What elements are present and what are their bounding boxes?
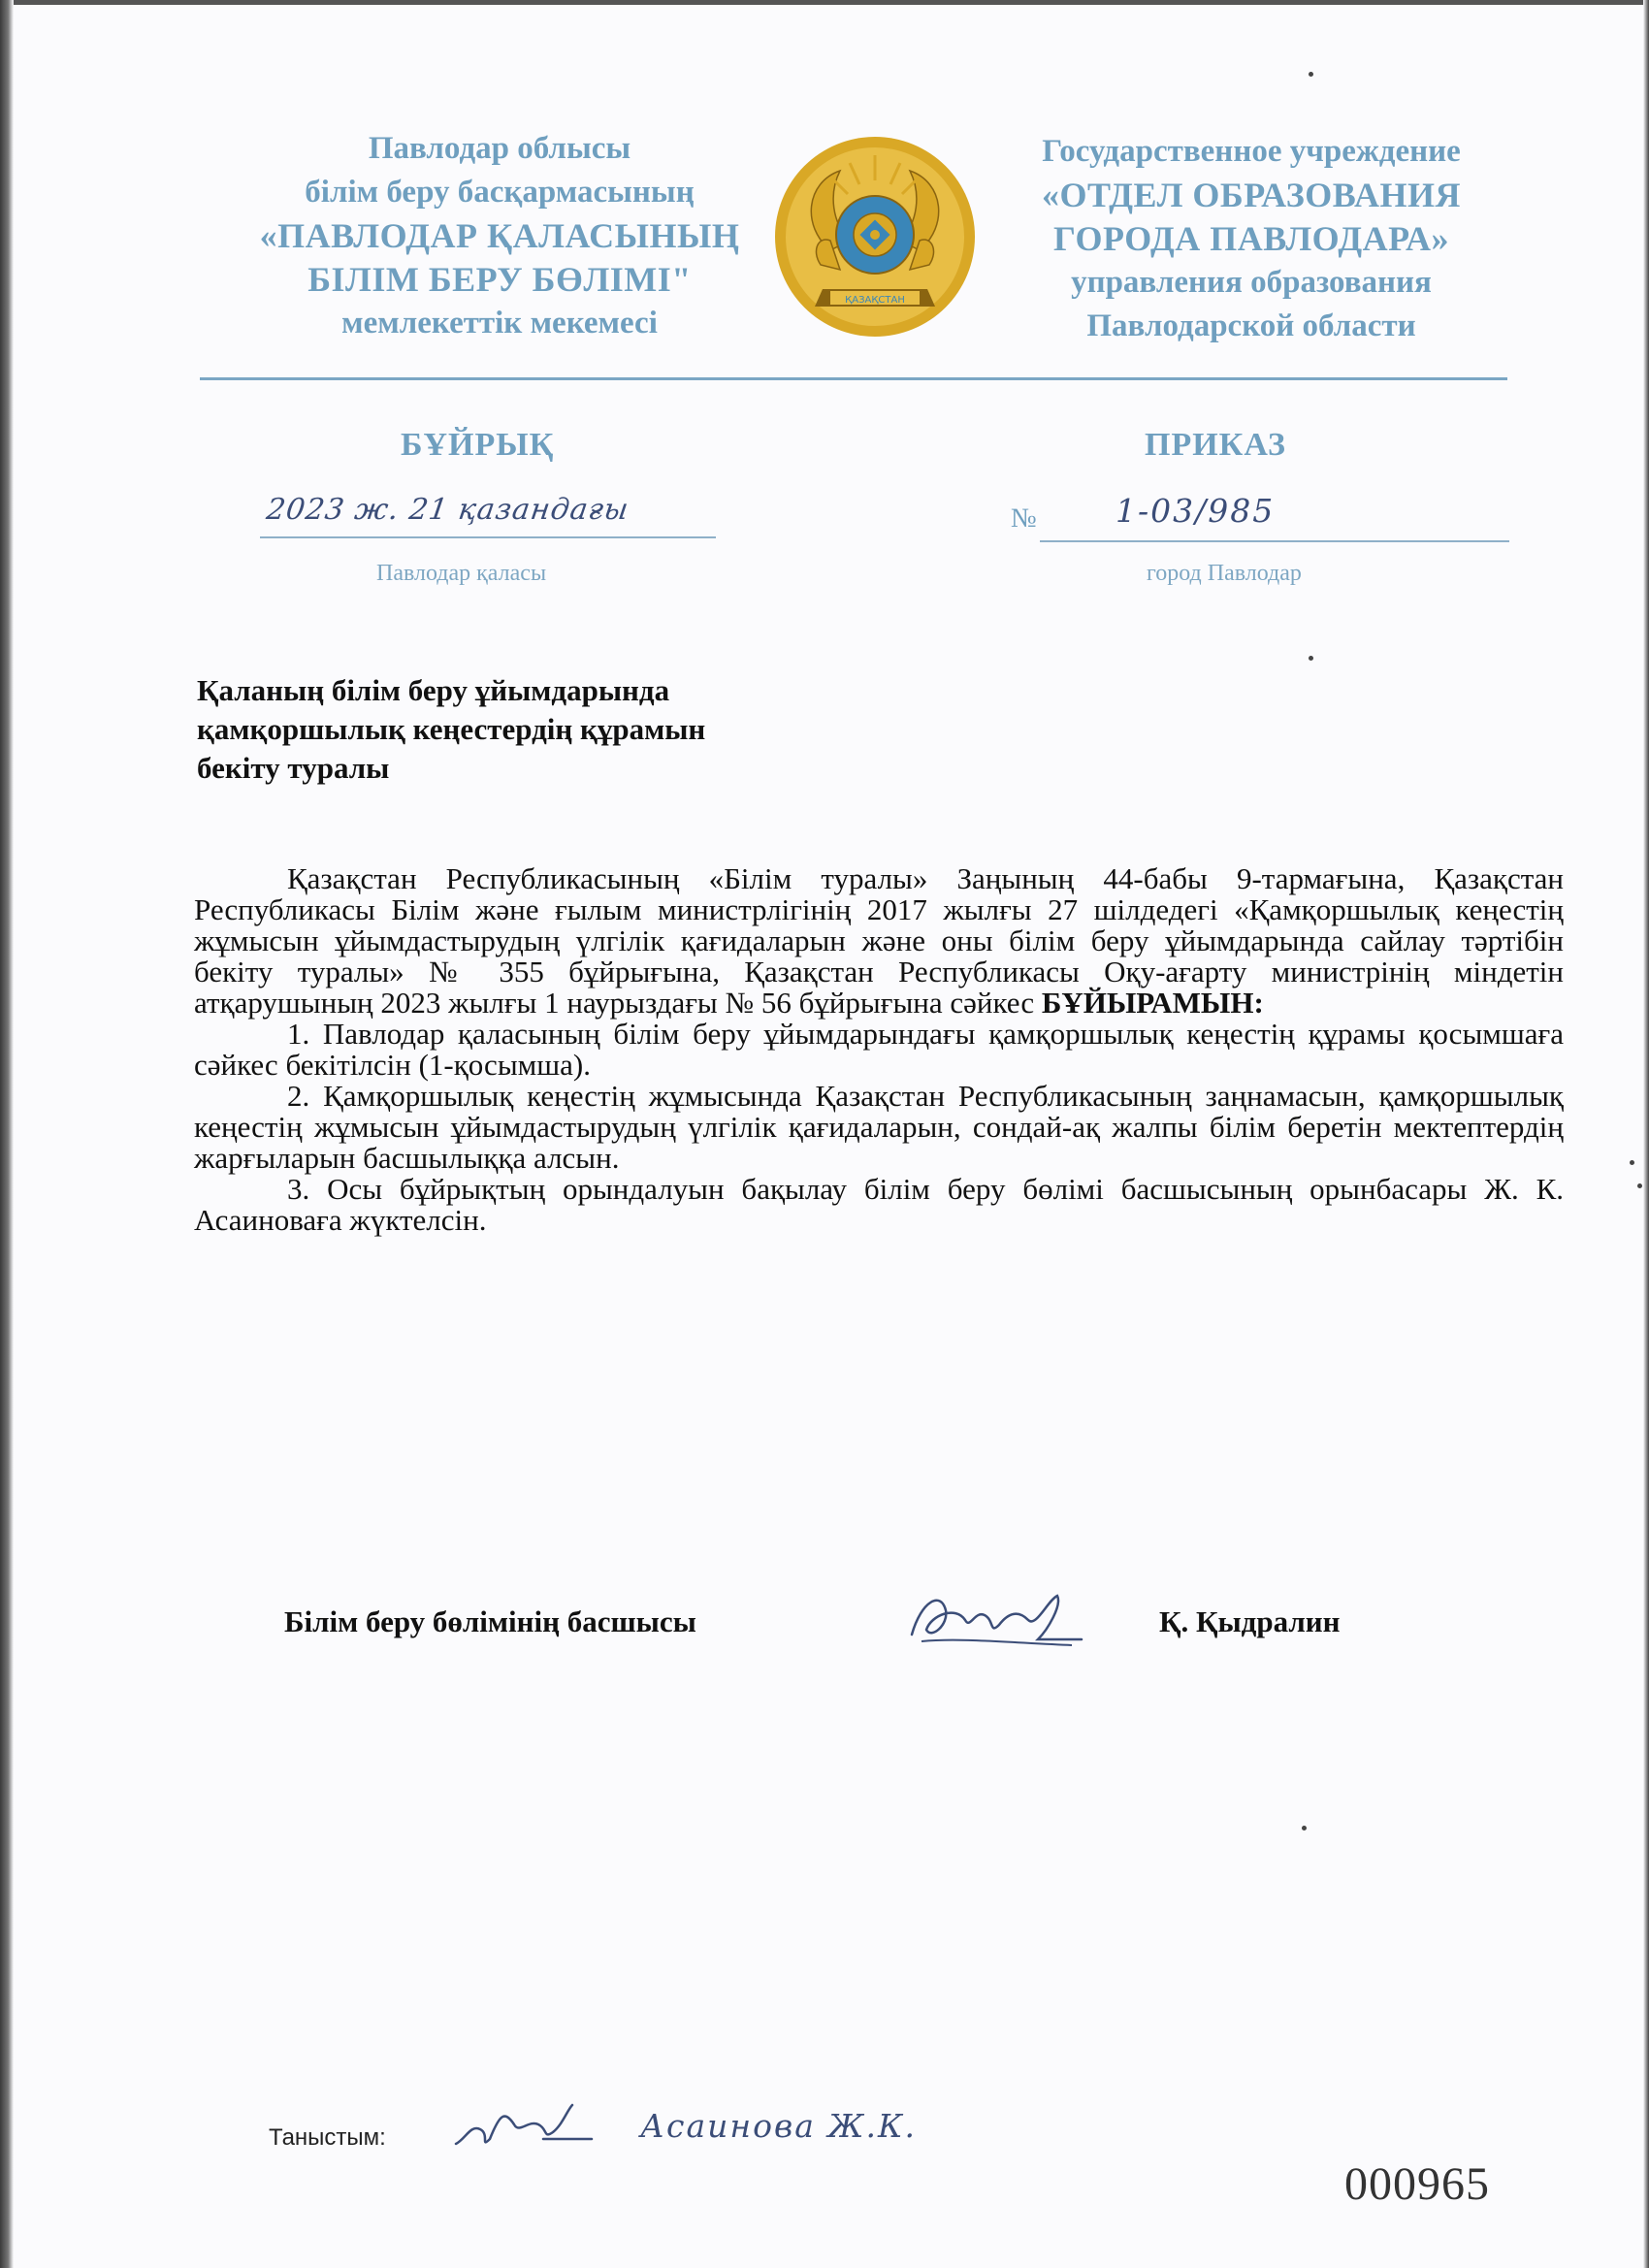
- scan-speck: [1630, 1160, 1634, 1165]
- acknowledgement-signature-icon: [446, 2095, 601, 2163]
- signature-icon: [902, 1581, 1086, 1659]
- letterhead-kz-line: білім беру басқармасының: [305, 175, 695, 210]
- order-item-3: 3. Осы бұйрықтың орындалуын бақылау білім беру бөлімі басшысының орынбасары Ж. К. Асаиноваға жүктелсін.: [194, 1172, 1564, 1237]
- preamble-text: Қазақстан Республикасының «Білім туралы» Заңының 44-бабы 9-тармағына, Қазақстан Республикасы Білім және ғылым министрлігінің 2017 жылғы 27 шілдедегі «Қамқоршылық кеңестің жұмысын ұйымдастырудың үлгілік қағидаларын және оны білім беру ұйымдарында сайлау тәртібін бекіту туралы» № 355 бұйрығына, Қазақстан Республикасы Оқу-ағарту министрінің міндетін атқарушының 2023 жылғы 1 наурыздағы № 56 бұйрығына сәйкес: [194, 861, 1564, 1020]
- scan-edge-left: [0, 0, 14, 2268]
- order-body: [194, 863, 1564, 1236]
- scan-speck: [1309, 72, 1313, 77]
- scan-speck: [1637, 1183, 1642, 1188]
- preamble-paragraph: [194, 863, 1564, 1019]
- letterhead-ru-line: «ОТДЕЛ ОБРАЗОВАНИЯ: [1042, 176, 1461, 214]
- letterhead-kz: [242, 127, 757, 345]
- letterhead-kz-line: мемлекеттік мекемесі: [341, 306, 658, 340]
- signatory-role: Білім беру бөлімінің басшысы: [284, 1604, 696, 1638]
- scan-speck: [1302, 1826, 1307, 1831]
- date-underline: [260, 536, 716, 538]
- letterhead-ru-line: Павлодарской области: [1086, 308, 1416, 343]
- number-sign: №: [1011, 503, 1037, 534]
- letterhead-kz-line: «ПАВЛОДАР ҚАЛАСЫНЫҢ: [259, 216, 740, 255]
- handwritten-order-number: 1-03/985: [1116, 492, 1276, 530]
- order-item-2: 2. Қамқоршылық кеңестің жұмысында Қазақстан Республикасының заңнамасын, қамқоршылық кеңестің жұмысын ұйымдастырудың үлгілік қағидаларын, сондай-ақ жалпы білім беретін мектептердің жарғыларын басшылыққа алсын.: [194, 1079, 1564, 1175]
- signatory-name: Қ. Қыдралин: [1159, 1604, 1341, 1638]
- order-title-ru: ПРИКАЗ: [1145, 427, 1286, 463]
- letterhead-kz-line: БІЛІМ БЕРУ БӨЛІМІ": [307, 260, 692, 299]
- subject-line: қамқоршылық кеңестердің құрамын: [197, 712, 706, 746]
- subject-line: бекіту туралы: [197, 751, 390, 785]
- letterhead-ru-line: управления образования: [1071, 265, 1432, 300]
- subject-line: Қаланың білім беру ұйымдарында: [197, 673, 670, 707]
- number-underline: [1040, 540, 1509, 542]
- place-ru: город Павлодар: [1147, 561, 1302, 586]
- order-title-kz: БҰЙРЫҚ: [401, 427, 555, 463]
- letterhead-ru-line: Государственное учреждение: [1042, 134, 1461, 169]
- place-kz: Павлодар қаласы: [376, 561, 547, 586]
- order-item-1: 1. Павлодар қаласының білім беру ұйымдарындағы қамқоршылық кеңестің құрамы қосымшаға сәйкес бекітілсін (1-қосымша).: [194, 1017, 1564, 1082]
- state-emblem-icon: [772, 134, 978, 340]
- handwritten-date: 2023 ж. 21 қазандағы: [264, 493, 631, 527]
- letterhead-kz-line: Павлодар облысы: [368, 131, 631, 166]
- serial-number: 000965: [1344, 2158, 1490, 2210]
- letterhead-divider: [200, 377, 1507, 380]
- letterhead-ru-line: ГОРОДА ПАВЛОДАРА»: [1052, 219, 1450, 258]
- command-word: БҰЙЫРАМЫН:: [1041, 986, 1264, 1020]
- order-subject: [197, 671, 895, 788]
- letterhead-ru: [1009, 130, 1494, 348]
- scan-edge-top: [0, 0, 1649, 5]
- scan-edge-right: [1643, 0, 1649, 2268]
- acknowledgement-label: Таныстым:: [269, 2124, 386, 2151]
- acknowledgement-handwritten-name: Асаинова Ж.К.: [640, 2107, 917, 2145]
- scan-speck: [1309, 656, 1313, 661]
- emblem-ribbon-text: ҚАЗАҚСТАН: [845, 295, 905, 306]
